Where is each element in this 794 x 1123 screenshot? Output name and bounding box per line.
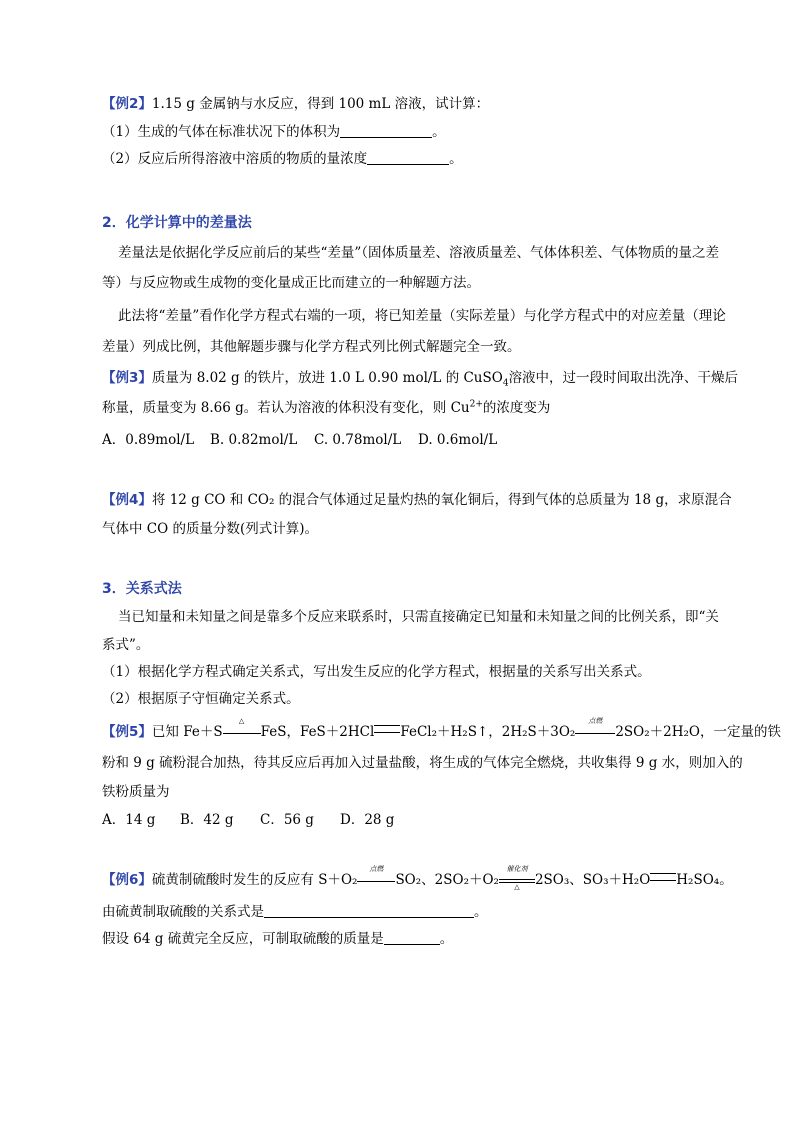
example-5-line-3: 铁粉质量为: [102, 784, 170, 800]
example-3-line-2: [102, 398, 550, 418]
option-a[interactable]: A．0.89mol/L: [102, 432, 195, 448]
equation-text: 已知 Fe＋S: [151, 724, 223, 740]
answer-blank[interactable]: [340, 123, 432, 138]
example-5-line-2: 粉和 9 g 硫粉混合加热，待其反应后再加入过量盐酸，将生成的气体完全燃烧，共收集得 9 g 水，则加入的: [102, 755, 743, 771]
equals-sign: [374, 725, 400, 733]
example-6-line-2: [102, 902, 488, 922]
example-tag: 【例5】: [102, 724, 152, 740]
example-tag: 【例3】: [102, 370, 152, 386]
period: 。: [432, 124, 446, 140]
equation-text: SO₂、2SO₂＋O₂: [395, 872, 499, 888]
equation-text: FeS，FeS＋2HCl: [260, 724, 375, 740]
example-2-question-2: [102, 149, 463, 169]
example-4-line-2: 气体中 CO 的质量分数(列式计算)。: [102, 521, 319, 537]
option-c[interactable]: C．56 g: [260, 812, 314, 828]
section-3-item-2: （2）根据原子守恒确定关系式。: [102, 691, 300, 707]
answer-blank[interactable]: [264, 903, 474, 918]
example-tag: 【例6】: [102, 872, 152, 888]
example-3-text: 称量，质量变为 8.66 g。若认为溶液的体积没有变化，则 Cu: [102, 400, 470, 416]
condition-label: △: [238, 717, 245, 725]
period: 。: [449, 151, 463, 167]
option-d[interactable]: D．28 g: [340, 812, 395, 828]
example-tag: 【例2】: [102, 96, 152, 112]
section-2-paragraph-2-line-2: 差量）列成比例，其他解题步骤与化学方程式列比例式解题完全一致。: [102, 339, 521, 355]
option-b[interactable]: B．42 g: [180, 812, 234, 828]
question-text: （2）反应后所得溶液中溶质的物质的量浓度: [102, 151, 368, 167]
condition-label: △: [514, 883, 520, 891]
ignition-condition-arrow: [575, 717, 615, 739]
section-3-paragraph-line-2: 系式”。: [102, 637, 150, 653]
equation-text: 2SO₃、SO₃＋H₂O: [534, 872, 651, 888]
option-a[interactable]: A．14 g: [102, 812, 156, 828]
superscript-charge: 2+: [469, 399, 483, 410]
example-3-text: 质量为 8.02 g 的铁片，放进 1.0 L 0.90 mol/L 的 CuSO: [151, 370, 503, 386]
example-3-options: [102, 430, 497, 450]
section-3-item-1: （1）根据化学方程式确定关系式，写出发生反应的化学方程式，根据量的关系写出关系式。: [102, 664, 651, 680]
example-tag: 【例4】: [102, 492, 152, 508]
section-3-title: 3．关系式法: [102, 581, 182, 597]
equation-text: FeCl₂＋H₂S↑，2H₂S＋3O₂: [400, 724, 576, 740]
period: 。: [439, 931, 454, 947]
example-3-text: 的浓度变为: [482, 400, 551, 416]
section-3-paragraph-line-1: 当已知量和未知量之间是靠多个反应来联系时，只需直接确定已知量和未知量之间的比例关系，即“关: [118, 609, 719, 625]
example-4-text: 将 12 g CO 和 CO₂ 的混合气体通过足量灼热的氧化铜后，得到气体的总质量为 18 g，求原混合: [151, 492, 732, 508]
example-5-options: [102, 810, 394, 830]
option-b[interactable]: B. 0.82mol/L: [210, 432, 298, 448]
condition-label: 催化剂: [506, 865, 528, 873]
example-2-text: 1.15 g 金属钠与水反应，得到 100 mL 溶液，试计算：: [151, 96, 490, 112]
arrow-line: [223, 733, 261, 734]
equals-sign: [650, 873, 676, 881]
section-2-paragraph-2-line-1: 此法将“差量”看作化学方程式右端的一项，将已知差量（实际差量）与化学方程式中的对应差量（理论: [118, 308, 726, 324]
answer-blank[interactable]: [367, 150, 449, 165]
example-3-text: 溶液中，过一段时间取出洗净、干燥后: [508, 370, 739, 386]
arrow-line: [357, 881, 395, 882]
condition-label: 点燃: [588, 717, 603, 725]
option-c[interactable]: C. 0.78mol/L: [314, 432, 402, 448]
condition-label: 点燃: [369, 865, 384, 873]
example-6-line-1: [102, 865, 733, 891]
example-4-line-1: [102, 490, 732, 510]
section-2-paragraph-1-line-1: 差量法是依据化学反应前后的某些“差量”（固体质量差、溶液质量差、气体体积差、气体物质的量之差: [118, 245, 720, 261]
example-5-line-1: [102, 717, 782, 742]
equation-text: 2SO₂＋2H₂O，一定量的铁: [615, 724, 782, 740]
question-text: （1）生成的气体在标准状况下的体积为: [102, 124, 341, 140]
equation-text: H₂SO₄。: [676, 872, 733, 888]
example-2-question-1: [102, 122, 446, 142]
equation-text: 硫黄制硫酸时发生的反应有 S＋O₂: [151, 872, 358, 888]
heat-condition-arrow: [223, 717, 261, 739]
section-2-paragraph-1-line-2: 等）与反应物或生成物的变化量成正比而建立的一种解题方法。: [102, 275, 480, 291]
question-text: 由硫黄制取硫酸的关系式是: [102, 904, 264, 920]
example-6-line-3: [102, 929, 453, 949]
arrow-line: [499, 879, 535, 880]
subscript-4: 4: [502, 378, 509, 389]
section-2-title: 2．化学计算中的差量法: [102, 215, 252, 231]
option-d[interactable]: D. 0.6mol/L: [418, 432, 498, 448]
example-3-line-1: [102, 368, 738, 388]
ignition-condition-arrow: [357, 865, 395, 887]
answer-blank[interactable]: [384, 930, 440, 945]
catalyst-condition-arrow: [499, 865, 535, 891]
example-2-stem: [102, 94, 489, 114]
question-text: 假设 64 g 硫黄完全反应，可制取硫酸的质量是: [102, 931, 384, 947]
period: 。: [474, 904, 488, 920]
arrow-line: [575, 733, 615, 734]
